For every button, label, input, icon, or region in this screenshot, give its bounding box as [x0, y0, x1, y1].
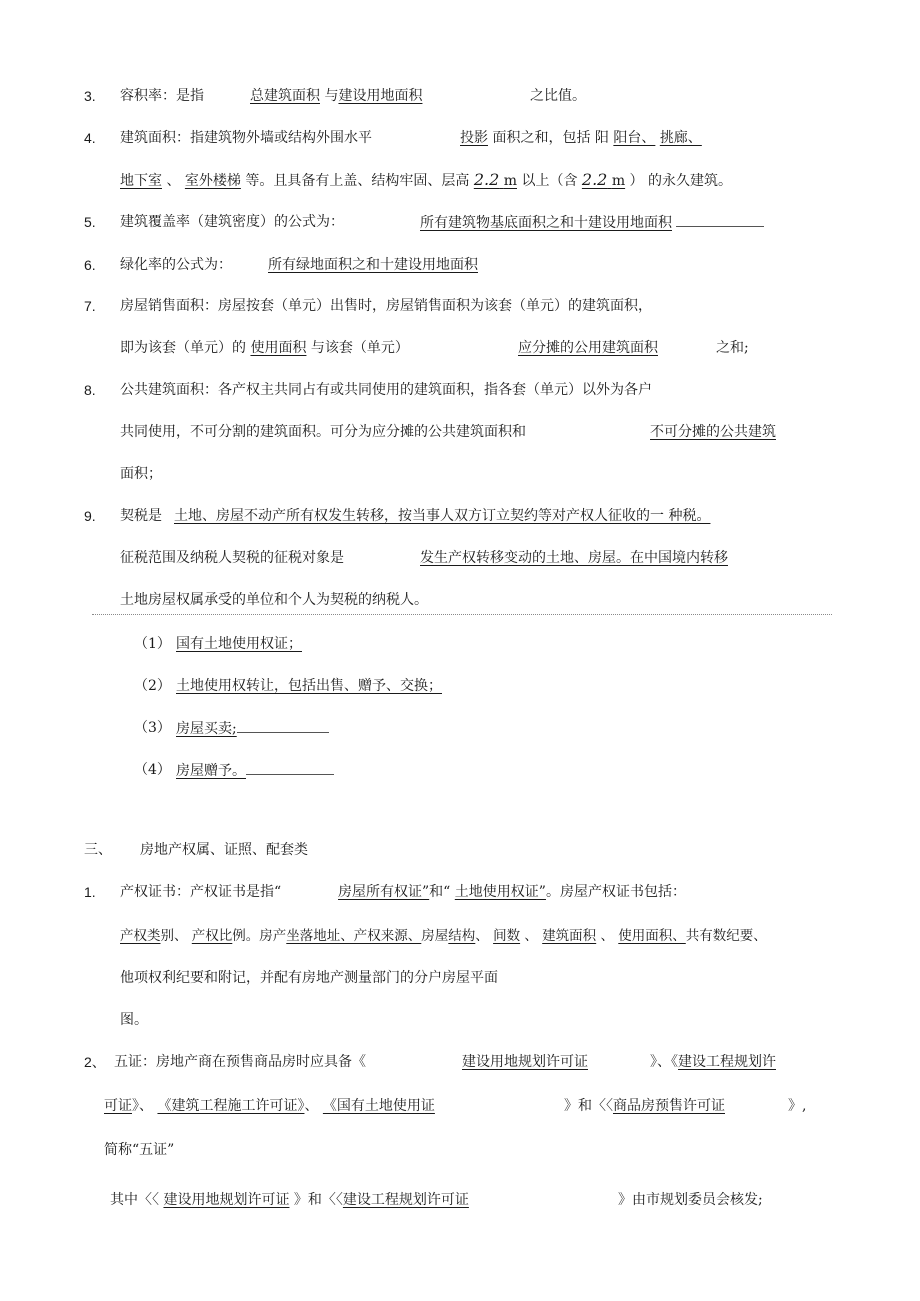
- term: 产权比: [191, 928, 233, 944]
- text: 、: [600, 928, 614, 944]
- item-9-cont2: [120, 590, 428, 610]
- term: 《建筑工程施工许可证》: [157, 1098, 305, 1114]
- item-number: 9.: [84, 508, 96, 524]
- item-label: 建筑覆盖率（建筑密度）的公式为：: [120, 214, 344, 230]
- text: 》、《: [650, 1054, 678, 1070]
- sub-item: [134, 718, 237, 738]
- text: ）: [629, 173, 644, 189]
- text: 共同使用，不可分割的建筑面积。可分为应分摊的公共建筑面积和: [120, 424, 526, 440]
- text: 例。房产: [232, 928, 287, 944]
- item-4: [84, 128, 702, 149]
- text: 别、: [160, 928, 188, 944]
- item-number: 1.: [84, 884, 96, 900]
- term: 土地使用权证”: [454, 884, 546, 900]
- text: 面积；: [120, 466, 162, 482]
- term: 房屋所有权证”: [338, 884, 430, 900]
- sub-item-text: 房屋赠予。: [176, 763, 246, 779]
- text: 征税范围及纳税人契税的征税对象是: [120, 550, 344, 566]
- text: 土地房屋权属承受的单位和个人为契税的纳税人。: [120, 592, 428, 608]
- text: 以上（含: [521, 173, 578, 189]
- item-label: 容积率：是指: [120, 88, 204, 104]
- text: 面积之和，包括 阳: [492, 130, 609, 146]
- item-label: 公共建筑面积：各产权主共同占有或共同使用的建筑面积，指各套（单元）以外为各户: [120, 382, 652, 398]
- s-item-2-cont2: [104, 1140, 174, 1160]
- text: 和“: [429, 884, 451, 900]
- sub-item: [134, 760, 246, 780]
- blank-line: [246, 760, 334, 775]
- term: 地下室: [120, 173, 162, 189]
- text: 产权证书：产权证书是指“: [120, 884, 282, 900]
- text: 的永久建筑。: [648, 173, 732, 189]
- text: 、: [166, 173, 181, 189]
- term: 坐落地址、产权来源、: [286, 928, 422, 944]
- term: 产权类: [120, 928, 161, 944]
- text: 房屋: [421, 928, 449, 944]
- text: 、: [304, 1098, 319, 1114]
- item-number: 6.: [84, 257, 96, 273]
- blank-line: [676, 212, 764, 227]
- answer: 发生产权转移变动的土地、房屋。在中国境内转移: [420, 550, 728, 566]
- s-item-1-cont3: [120, 1010, 148, 1030]
- text: 》、: [132, 1098, 153, 1114]
- sub-item-text: 土地使用权转让，包括出售、赠予、交换；: [176, 678, 442, 694]
- text: 其中〈〈: [110, 1192, 159, 1208]
- s-item-2-cont: [104, 1096, 807, 1116]
- sub-item-text: 房屋买卖;: [176, 721, 237, 737]
- unit: m: [611, 173, 626, 189]
- s-item-1-cont2: [120, 968, 498, 988]
- term: 室外楼梯: [184, 173, 241, 189]
- term: 建设用地规划许可证: [163, 1192, 290, 1208]
- sub-item-number: （4）: [134, 762, 171, 778]
- item-number: 8.: [84, 382, 96, 398]
- item-7: [84, 296, 652, 317]
- sub-item: [134, 634, 302, 654]
- text: 五证：房地产商在预售商品房时应具备《: [114, 1054, 366, 1070]
- item-label: 建筑面积：指建筑物外墙或结构外围水平: [120, 130, 372, 146]
- term: 挑廊、: [659, 130, 702, 146]
- term: 建筑面积: [542, 928, 597, 944]
- item-number: 2、: [84, 1054, 106, 1070]
- item-label: 房屋销售面积：房屋按套（单元）出售时，房屋销售面积为该套（单元）的建筑面积，: [120, 298, 652, 314]
- term: 《国有土地使用证: [322, 1098, 435, 1114]
- text: 之和;: [716, 340, 749, 356]
- term: 阳台、: [613, 130, 656, 146]
- section-heading: [84, 840, 308, 860]
- section-title: 房地产权属、证照、配套类: [140, 842, 308, 858]
- value: 2.2: [473, 170, 500, 189]
- item-7-cont: [120, 338, 749, 358]
- term: 建设工程规划许: [678, 1054, 776, 1070]
- item-number: 7.: [84, 298, 96, 314]
- term: 商品房预售许可证: [613, 1098, 725, 1114]
- sub-item-number: （1）: [134, 636, 171, 652]
- item-9-cont: [120, 548, 728, 568]
- text: 》,: [788, 1098, 807, 1114]
- term: 不可分摊的公共建筑: [650, 424, 776, 440]
- s-item-2-cont3: [110, 1190, 763, 1210]
- term: 结构: [448, 928, 476, 944]
- section-number: 三、: [84, 842, 112, 858]
- term: 总建筑面积: [250, 88, 320, 104]
- term: 建设工程规划许可证: [342, 1192, 469, 1208]
- text: 。房屋产权证书包括：: [545, 884, 686, 900]
- term: 使用面积、: [618, 928, 686, 944]
- item-number: 3.: [84, 88, 96, 104]
- item-5: [84, 212, 672, 233]
- item-label: 契税是: [120, 508, 162, 524]
- item-6: [84, 255, 478, 276]
- term: 间数: [493, 928, 521, 944]
- text: 等。且具备有上盖、结构牢固、层高: [245, 173, 470, 189]
- answer: 所有建筑物基底面积之和十建设用地面积: [420, 215, 672, 231]
- term: 投影: [460, 130, 488, 146]
- text: 与该套（单元）: [310, 340, 409, 356]
- answer: 土地、房屋不动产所有权发生转移，按当事人双方订立契约等对产权人征收的一 种税。: [174, 508, 711, 524]
- item-label: 绿化率的公式为：: [120, 257, 232, 273]
- text: 即为该套（单元）的: [120, 340, 246, 356]
- item-8: [84, 380, 652, 401]
- text: 他项权利纪要和附记，并配有房地产测量部门的分户房屋平面: [120, 970, 498, 986]
- term: 建设用地面积: [338, 88, 423, 104]
- sub-item-number: （2）: [134, 678, 171, 694]
- answer: 所有绿地面积之和十建设用地面积: [268, 257, 478, 273]
- item-9: [84, 506, 711, 527]
- item-8-cont: [120, 422, 776, 442]
- text: 、: [524, 928, 538, 944]
- text: 》和〈〈: [293, 1192, 343, 1208]
- item-number: 4.: [84, 130, 96, 146]
- s-item-1: [84, 882, 686, 903]
- text: 共有数纪要、: [685, 928, 767, 944]
- text: 、: [475, 928, 489, 944]
- value: 2.2: [581, 170, 608, 189]
- item-number: 5.: [84, 214, 96, 230]
- term: 应分摊的公用建筑面积: [518, 340, 658, 356]
- sub-item-text: 国有土地使用权证；: [176, 636, 302, 652]
- item-3: [84, 86, 586, 107]
- item-8-cont2: [120, 464, 162, 484]
- text: 图。: [120, 1012, 148, 1028]
- item-4-cont: [120, 170, 732, 191]
- sub-item-number: （3）: [134, 720, 171, 736]
- term: 可证: [104, 1098, 132, 1114]
- sub-item: [134, 676, 442, 696]
- blank-line: [237, 718, 329, 733]
- divider-rule: [92, 614, 832, 615]
- s-item-1-cont: [120, 926, 767, 946]
- text: 》和〈〈: [564, 1098, 613, 1114]
- connector: 与: [324, 88, 339, 104]
- unit: m: [503, 173, 517, 189]
- term: 使用面积: [250, 340, 307, 356]
- item-tail: 之比值。: [530, 88, 586, 104]
- term: 建设用地规划许可证: [462, 1054, 588, 1070]
- s-item-2: [84, 1052, 776, 1073]
- text: 简称“五证”: [104, 1142, 175, 1158]
- text: 》由市规划委员会核发;: [618, 1192, 763, 1208]
